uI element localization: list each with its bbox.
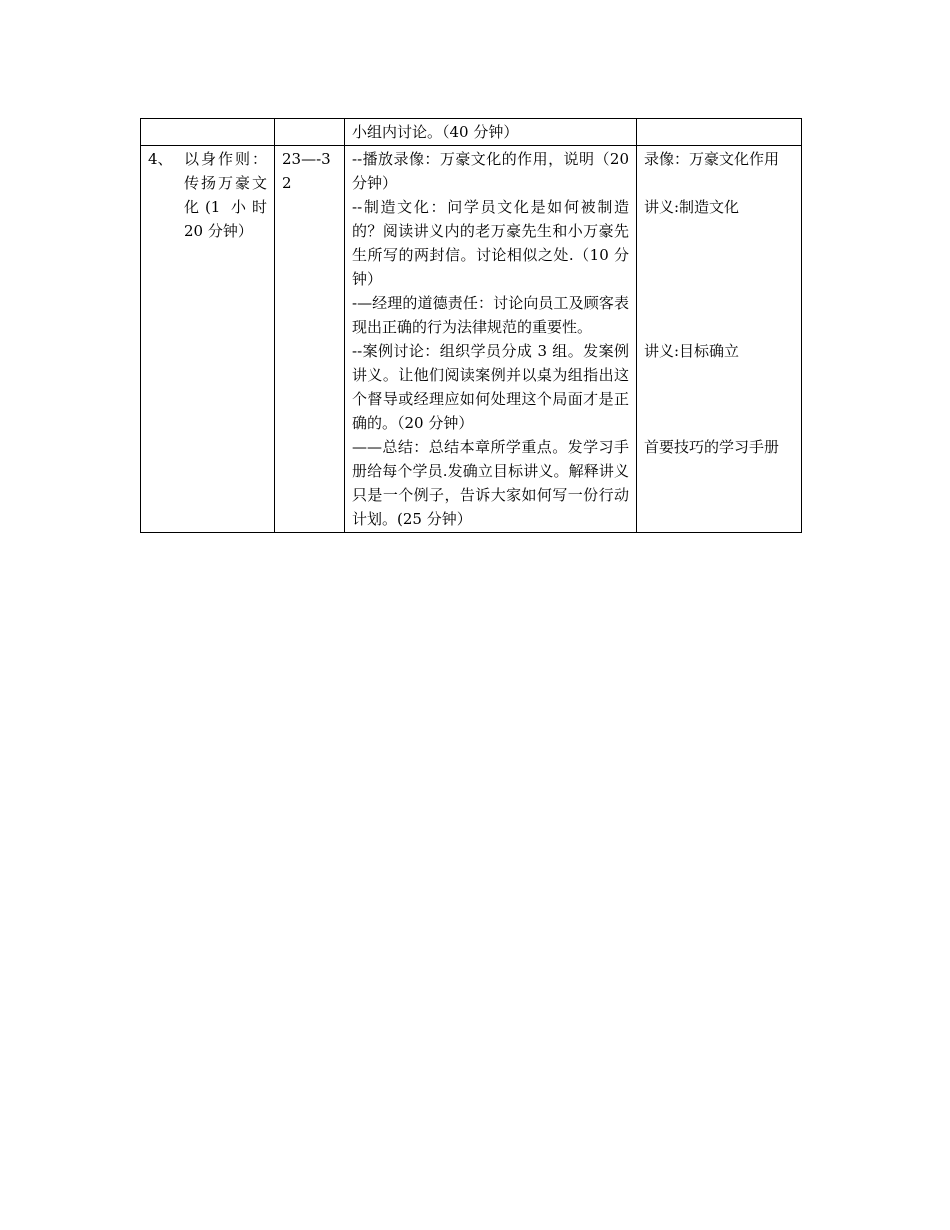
- pages-cell: [275, 119, 345, 146]
- pages-cell: [275, 146, 345, 533]
- course-plan-table: [140, 118, 802, 533]
- material-handbook: 首要技巧的学习手册: [644, 438, 780, 456]
- activity-cell: [345, 146, 637, 533]
- table-row: [141, 146, 802, 533]
- activity-summary: ——总结：总结本章所学重点。发学习手册给每个学员.发确立目标讲义。解释讲义只是一个例子，告诉大家如何写一份行动计划。(25 分钟）: [352, 438, 629, 528]
- table-row: [141, 119, 802, 146]
- materials-cell: [637, 119, 802, 146]
- page-range: 23—-32: [282, 150, 331, 192]
- activity-cell: [345, 119, 637, 146]
- topic-cell: [141, 146, 275, 533]
- topic-cell: [141, 119, 275, 146]
- material-video: 录像：万豪文化作用: [644, 150, 780, 168]
- activity-case-study: --案例讨论：组织学员分成 3 组。发案例讲义。让他们阅读案例并以桌为组指出这个督导或经理应如何处理这个局面才是正确的。（20 分钟）: [352, 342, 629, 432]
- topic-number: 4、: [148, 150, 173, 168]
- material-culture-handout: 讲义:制造文化: [644, 198, 740, 216]
- activity-ethics: -—经理的道德责任：讨论向员工及顾客表现出正确的行为法律规范的重要性。: [352, 294, 629, 336]
- activity-make-culture: --制造文化：问学员文化是如何被制造的？阅读讲义内的老万豪先生和小万豪先生所写的两封信。讨论相似之处.（10 分钟）: [352, 198, 629, 288]
- activity-video: --播放录像：万豪文化的作用，说明（20 分钟）: [352, 150, 629, 192]
- material-goal-handout: 讲义:目标确立: [644, 342, 740, 360]
- topic-title: 以身作则：传扬万豪文化(1 小时 20 分钟）: [184, 150, 267, 240]
- materials-cell: [637, 146, 802, 533]
- activity-text: 小组内讨论。（40 分钟）: [352, 123, 519, 141]
